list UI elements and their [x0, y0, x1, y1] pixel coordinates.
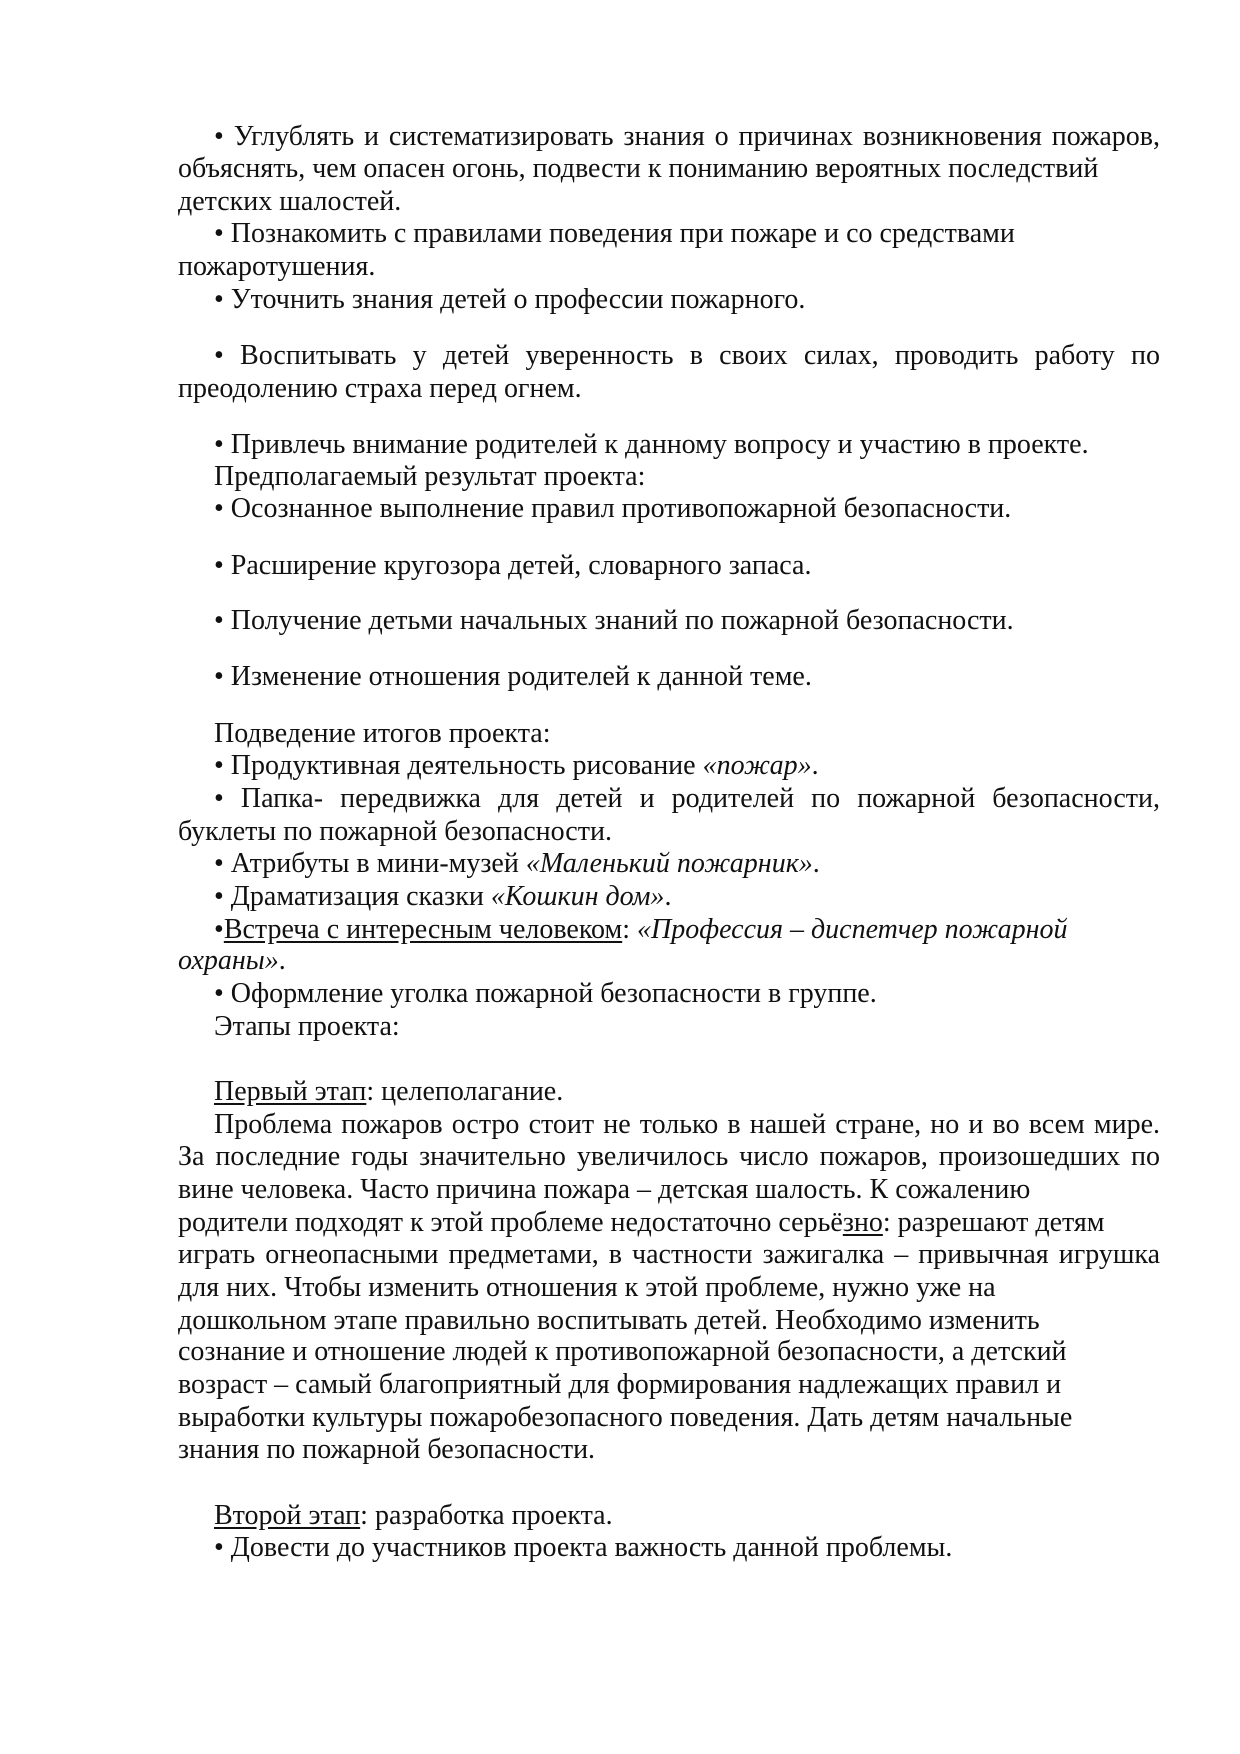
text-line	[178, 1433, 595, 1467]
text-line	[214, 428, 1089, 462]
text-line	[178, 815, 612, 849]
text-line	[214, 749, 819, 783]
text-line	[178, 250, 375, 284]
text-segment: сознание и отношение людей к противопожарной безопасности, а детский	[178, 1336, 1067, 1367]
text-segment: •	[214, 914, 224, 945]
text-segment: Этапы проекта:	[214, 1011, 400, 1042]
underlined-text: Встреча с интересным человеком	[223, 914, 623, 945]
text-line	[214, 717, 550, 751]
text-segment: : целеполагание.	[366, 1076, 564, 1107]
text-segment: детских шалостей.	[178, 186, 402, 217]
text-line	[214, 913, 1068, 947]
text-segment: • Уточнить знания детей о профессии пожарного.	[214, 284, 806, 315]
text-line	[214, 880, 671, 914]
text-segment: .	[278, 945, 286, 976]
text-line	[178, 1140, 1160, 1174]
italic-text: «Профессия – диспетчер пожарной	[636, 914, 1068, 945]
text-segment: .	[812, 848, 820, 879]
text-segment: • Драматизация сказки	[214, 881, 491, 912]
text-segment: объяснять, чем опасен огонь, подвести к пониманию вероятных последствий	[178, 153, 1099, 184]
text-segment: для них. Чтобы изменить отношения к этой проблеме, нужно уже на	[178, 1272, 996, 1303]
italic-text: «пожар»	[702, 750, 812, 781]
text-segment: • Продуктивная деятельность рисование	[214, 750, 703, 781]
text-segment: • Осознанное выполнение правил противопожарной безопасности.	[214, 493, 1012, 524]
text-segment: выработки культуры пожаробезопасного поведения. Дать детям начальные	[178, 1402, 1073, 1433]
text-segment: пожаротушения.	[178, 251, 376, 282]
text-line	[214, 1531, 952, 1565]
text-line	[178, 1401, 1072, 1435]
text-line	[178, 1271, 996, 1305]
text-segment: • Воспитывать у детей уверенность в своих силах, проводить работу по	[214, 340, 1160, 371]
text-line	[214, 1075, 563, 1109]
text-segment: • Довести до участников проекта важность данной проблемы.	[214, 1532, 953, 1563]
text-line	[214, 460, 645, 494]
text-line	[214, 339, 1160, 373]
text-line	[214, 1499, 613, 1533]
text-segment: : разрешают детям	[882, 1207, 1105, 1238]
text-segment: • Папка- передвижка для детей и родителей по пожарной безопасности,	[214, 783, 1160, 814]
text-line	[214, 782, 1160, 816]
text-line	[178, 1173, 1030, 1207]
text-segment: • Получение детьми начальных знаний по пожарной безопасности.	[214, 605, 1014, 636]
text-segment: • Изменение отношения родителей к данной теме.	[214, 661, 812, 692]
text-line	[214, 492, 1011, 526]
italic-text: охраны»	[178, 945, 279, 976]
text-segment: дошкольном этапе правильно воспитывать детей. Необходимо изменить	[178, 1305, 1040, 1336]
text-segment: • Познакомить с правилами поведения при пожаре и со средствами	[214, 218, 1015, 249]
underlined-text: Первый этап	[214, 1076, 367, 1107]
text-line	[214, 120, 1160, 154]
text-line	[214, 1108, 1160, 1142]
text-line	[214, 660, 812, 694]
text-segment: знания по пожарной безопасности.	[178, 1434, 596, 1465]
text-segment: преодолению страха перед огнем.	[178, 373, 582, 404]
text-segment: играть огнеопасными предметами, в частности зажигалка – привычная игрушка	[178, 1239, 1160, 1270]
text-line	[178, 1304, 1040, 1338]
text-segment: • Атрибуты в мини-музей	[214, 848, 526, 879]
text-segment: Подведение итогов проекта:	[214, 718, 551, 749]
text-line	[178, 944, 286, 978]
text-line	[178, 185, 401, 219]
text-segment: .	[811, 750, 819, 781]
text-segment: возраст – самый благоприятный для формирования надлежащих правил и	[178, 1369, 1062, 1400]
text-segment: • Привлечь внимание родителей к данному вопросу и участию в проекте.	[214, 429, 1089, 460]
text-segment: За последние годы значительно увеличилось число пожаров, произошедших по	[178, 1141, 1160, 1172]
text-line	[178, 372, 582, 406]
underlined-text: зно	[842, 1207, 883, 1238]
underlined-text: Второй этап	[214, 1500, 361, 1531]
text-line	[214, 847, 820, 881]
text-segment: • Углублять и систематизировать знания о причинах возникновения пожаров,	[214, 121, 1160, 152]
italic-text: «Кошкин дом»	[490, 881, 665, 912]
text-segment: :	[622, 914, 637, 945]
text-segment: вине человека. Часто причина пожара – детская шалость. К сожалению	[178, 1174, 1031, 1205]
text-line	[214, 549, 811, 583]
text-line	[214, 1010, 400, 1044]
text-segment: • Оформление уголка пожарной безопасности в группе.	[214, 978, 877, 1009]
text-segment: : разработка проекта.	[360, 1500, 613, 1531]
text-segment: буклеты по пожарной безопасности.	[178, 816, 612, 847]
text-line	[178, 152, 1098, 186]
text-segment: Предполагаемый результат проекта:	[214, 461, 646, 492]
text-line	[178, 1368, 1061, 1402]
text-segment: Проблема пожаров остро стоит не только в нашей стране, но и во всем мире.	[214, 1109, 1160, 1140]
text-line	[214, 283, 805, 317]
text-line	[214, 604, 1014, 638]
text-segment: • Расширение кругозора детей, словарного запаса.	[214, 550, 812, 581]
text-line	[214, 977, 877, 1011]
text-segment: .	[664, 881, 672, 912]
text-segment: родители подходят к этой проблеме недостаточно серьё	[178, 1207, 843, 1238]
italic-text: «Маленький пожарник»	[525, 848, 813, 879]
text-line	[178, 1335, 1067, 1369]
text-line	[178, 1238, 1160, 1272]
text-line	[178, 1206, 1104, 1240]
text-line	[214, 217, 1015, 251]
